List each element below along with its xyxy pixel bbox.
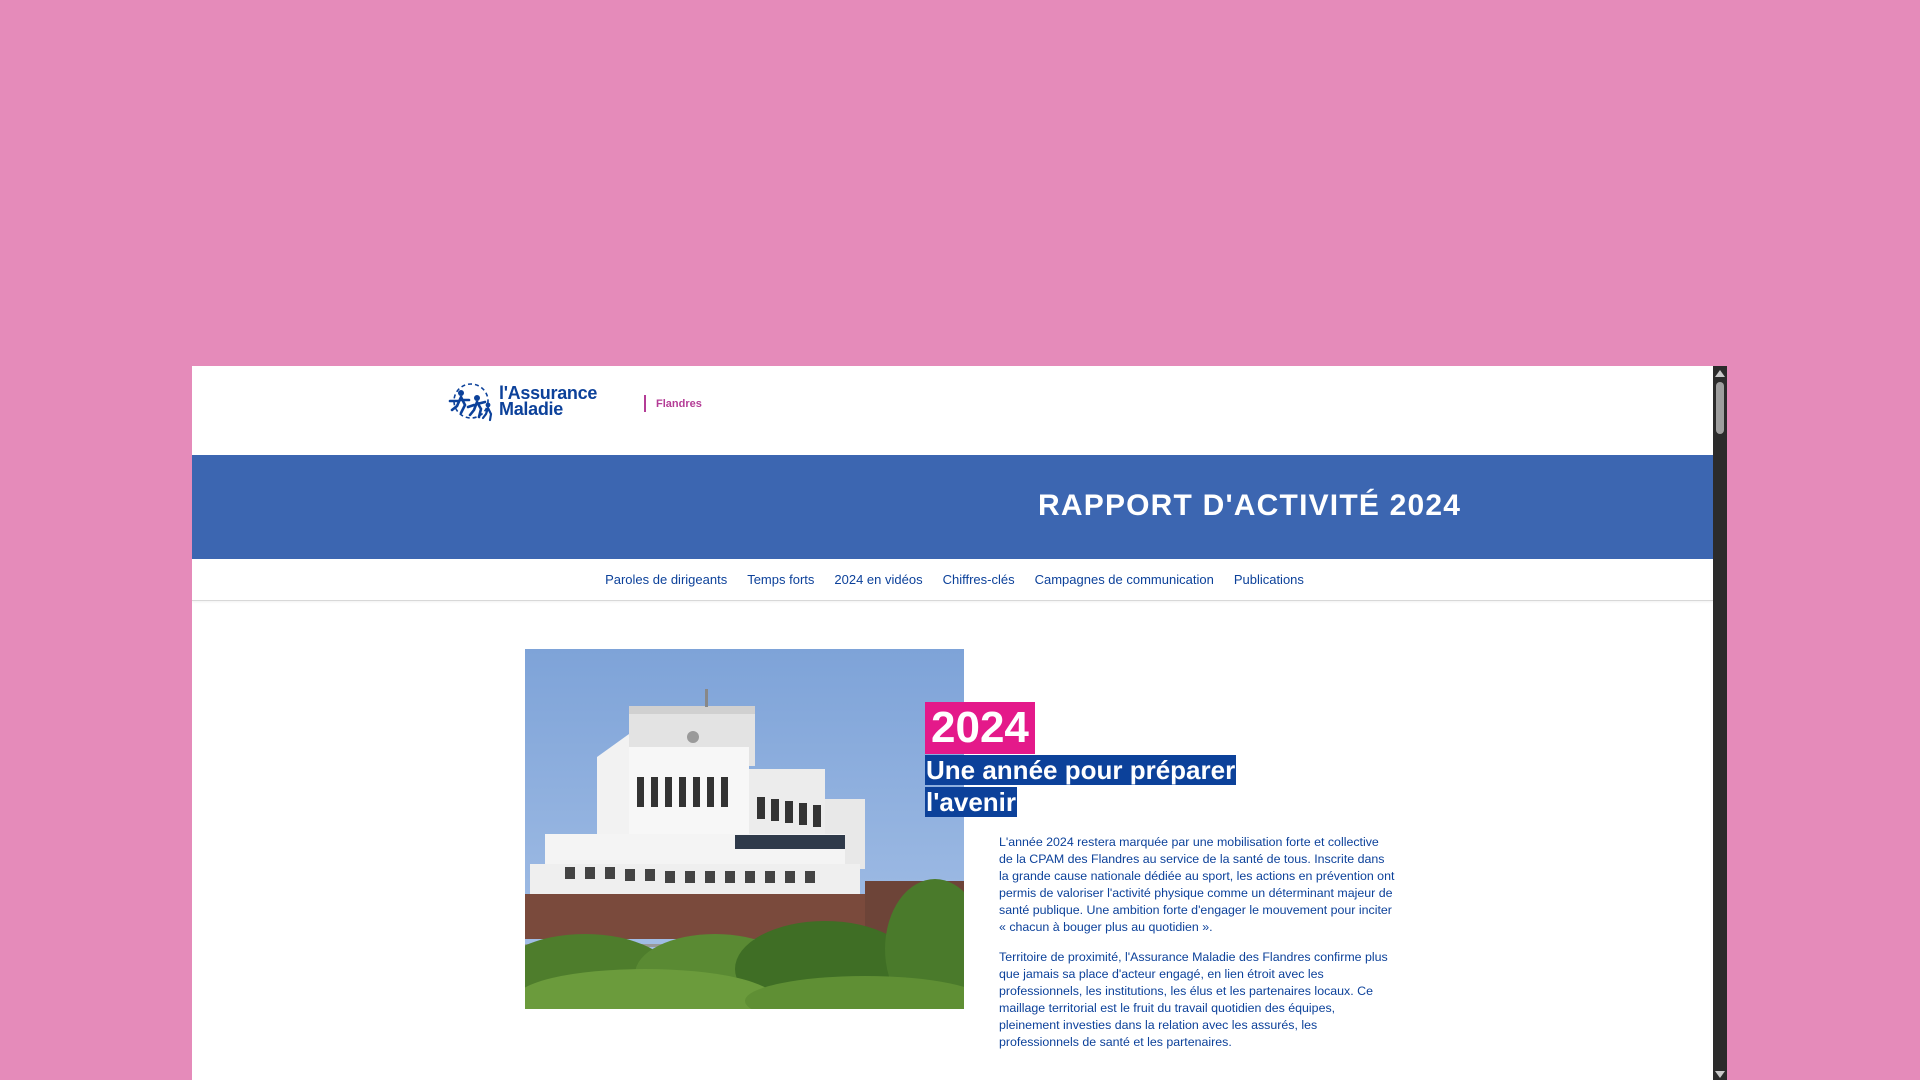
- scroll-up-arrow-icon[interactable]: [1715, 370, 1725, 377]
- web-page: [192, 366, 1713, 1080]
- nav-item-temps-forts[interactable]: Temps forts: [747, 572, 815, 587]
- logo-line-1: l'Assurance: [499, 383, 598, 403]
- nav-item-chiffres-cles[interactable]: Chiffres-clés: [942, 572, 1015, 587]
- site-logo[interactable]: [445, 376, 597, 426]
- region-name: Flandres: [656, 397, 702, 410]
- site-header: [192, 366, 1713, 455]
- main-navigation: [192, 559, 1713, 601]
- building-photo: [525, 649, 964, 1009]
- assurance-maladie-logo-icon: [445, 376, 497, 426]
- scroll-down-arrow-icon[interactable]: [1715, 1071, 1725, 1078]
- intro-paragraph-1: L'année 2024 restera marquée par une mobilisation forte et collective de la CPAM des Flandres au service de la santé de tous. Inscrite dans la grande cause nationale dédiée au sport, les actions en prévention ont permis de valoriser l'activité physique comme un déterminant majeur de santé publique. Une ambition forte d'engager le mouvement pour inciter « chacun à bouger plus au quotidien ».: [999, 835, 1395, 934]
- intro-paragraph-2: Territoire de proximité, l'Assurance Maladie des Flandres confirme plus que jamais sa place d'acteur engagé, en lien étroit avec les professionnels, les institutions, les élus et les partenaires locaux. Ce maillage territorial est le fruit du travail quotidien des équipes, pleinement investies dans la relation avec les assurés, les professionnels de santé et les partenaires.: [999, 950, 1388, 1049]
- nav-item-paroles-de-dirigeants[interactable]: Paroles de dirigeants: [605, 572, 728, 587]
- nav-item-publications[interactable]: Publications: [1233, 572, 1304, 587]
- browser-viewport: [192, 366, 1727, 1080]
- intro-text: [999, 834, 1395, 1064]
- vertical-scrollbar[interactable]: [1713, 366, 1727, 1080]
- year-badge: 2024: [925, 702, 1035, 754]
- page-title: RAPPORT D'ACTIVITÉ 2024: [1038, 489, 1462, 522]
- hero-headline-text: Une année pour préparer l'avenir: [926, 755, 1236, 817]
- scroll-thumb[interactable]: [1716, 382, 1724, 434]
- title-banner: [192, 455, 1713, 559]
- nav-item-campagnes-de-communication[interactable]: Campagnes de communication: [1034, 572, 1214, 587]
- hero-headline: [925, 754, 1255, 818]
- logo-line-2: Maladie: [499, 399, 563, 419]
- region-label-group: [644, 395, 702, 412]
- logo-wordmark: [499, 385, 597, 417]
- region-divider: [644, 395, 646, 412]
- nav-item-2024-en-videos[interactable]: 2024 en vidéos: [834, 572, 923, 587]
